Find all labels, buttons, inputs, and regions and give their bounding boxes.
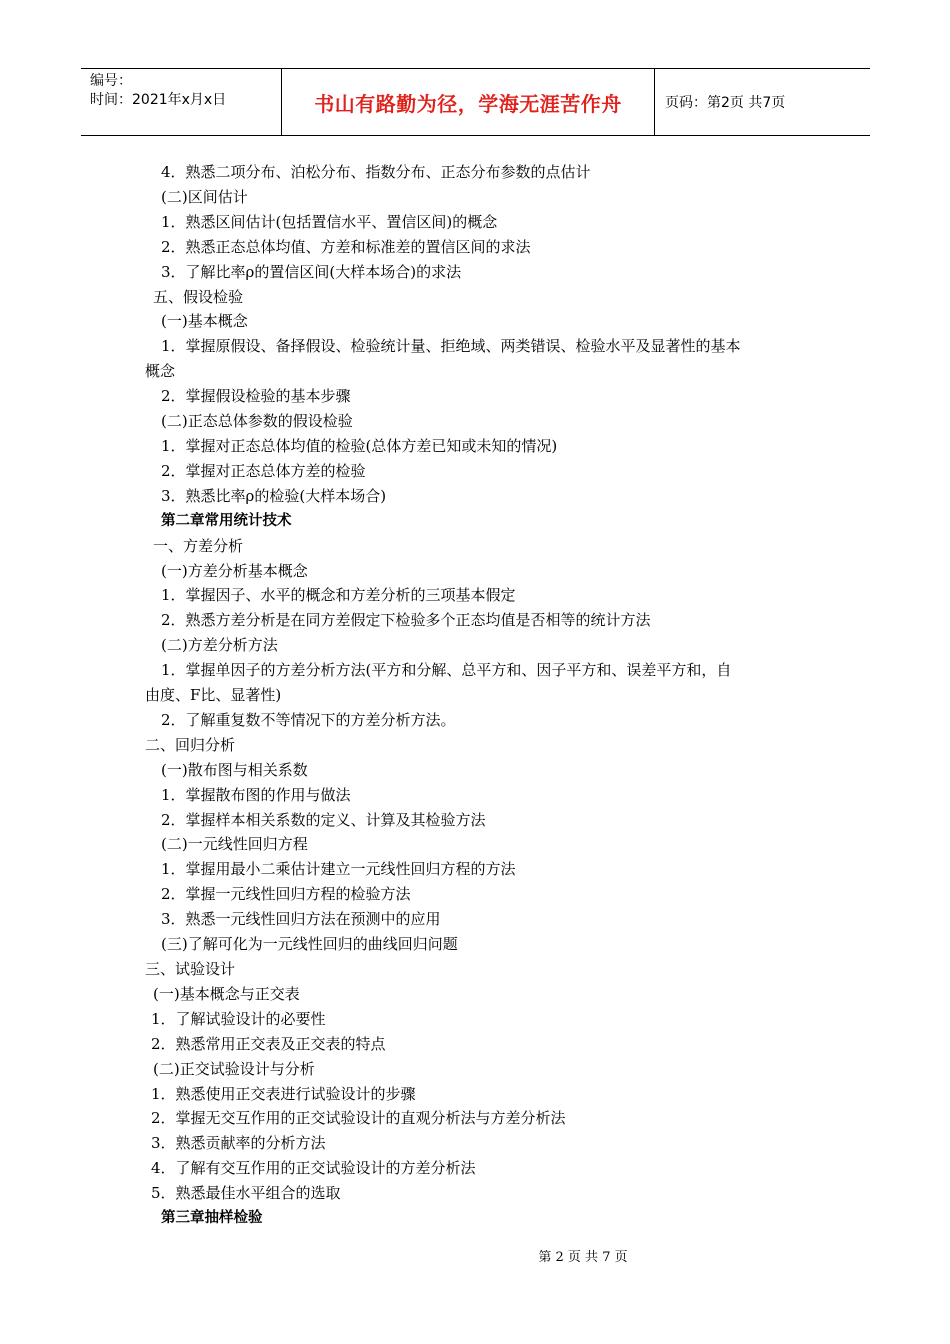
text-line: 2．掌握假设检验的基本步骤	[161, 387, 351, 406]
text-line: 2．掌握一元线性回归方程的检验方法	[161, 885, 411, 904]
text-line: 4．了解有交互作用的正交试验设计的方差分析法	[151, 1159, 476, 1178]
text-line: (二)正交试验设计与分析	[153, 1059, 315, 1078]
text-line: 1．熟悉区间估计(包括置信水平、置信区间)的概念	[161, 212, 498, 231]
text-line: 3．熟悉贡献率的分析方法	[151, 1134, 326, 1153]
text-line: 由度、F比、显著性)	[145, 686, 282, 705]
text-line: 2．熟悉正态总体均值、方差和标准差的置信区间的求法	[161, 237, 531, 256]
text-line: (二)区间估计	[161, 187, 248, 206]
chapter-heading: 第二章常用统计技术	[161, 512, 292, 529]
page-footer: 第 2 页 共 7 页	[538, 1250, 628, 1265]
text-line: 概念	[145, 362, 176, 381]
document-body	[145, 160, 815, 1231]
text-line: 2．掌握样本相关系数的定义、计算及其检验方法	[161, 810, 486, 829]
text-line: 1．掌握原假设、备择假设、检验统计量、拒绝域、两类错误、检验水平及显著性的基本	[161, 337, 741, 356]
text-line: 1．掌握散布图的作用与做法	[161, 785, 351, 804]
text-line: 1．掌握用最小二乘估计建立一元线性回归方程的方法	[161, 860, 516, 879]
text-line: 1．了解试验设计的必要性	[151, 1009, 326, 1028]
text-line: 二、回归分析	[145, 735, 236, 754]
text-line: (二)一元线性回归方程	[161, 835, 308, 854]
text-line: 1．掌握单因子的方差分析方法(平方和分解、总平方和、因子平方和、误差平方和，自	[161, 661, 732, 680]
header-code-label: 编号：	[90, 73, 132, 89]
text-line: 三、试验设计	[145, 960, 236, 978]
header-page-label: 页码：第2页 共7页	[665, 95, 786, 111]
text-line: (三)了解可化为一元线性回归的曲线回归问题	[161, 935, 458, 954]
text-line: 2．熟悉方差分析是在同方差假定下检验多个正态均值是否相等的统计方法	[161, 611, 651, 630]
text-line: (一)基本概念	[161, 312, 248, 331]
text-line: 五、假设检验	[153, 287, 244, 306]
header-meta	[81, 69, 282, 135]
text-line: 5．熟悉最佳水平组合的选取	[151, 1184, 341, 1203]
text-line: 一、方差分析	[153, 536, 244, 555]
header-motto: 书山有路勤为径，学海无涯苦作舟	[282, 69, 655, 135]
text-line: 3．了解比率ρ的置信区间(大样本场合)的求法	[161, 262, 462, 281]
text-line: 1．掌握对正态总体均值的检验(总体方差已知或未知的情况)	[161, 436, 558, 455]
text-line: 1．掌握因子、水平的概念和方差分析的三项基本假定	[161, 586, 516, 605]
header-time-label: 时间：2021年x月x日	[90, 92, 227, 108]
text-line: 3．熟悉比率ρ的检验(大样本场合)	[161, 486, 387, 505]
text-line: 1．熟悉使用正交表进行试验设计的步骤	[151, 1084, 416, 1103]
text-line: (一)散布图与相关系数	[161, 760, 308, 779]
text-line: 3．熟悉一元线性回归方法在预测中的应用	[161, 910, 441, 929]
page-header	[81, 68, 870, 136]
text-line: (二)正态总体参数的假设检验	[161, 412, 353, 431]
text-line: (一)基本概念与正交表	[153, 984, 300, 1003]
text-line: 2．了解重复数不等情况下的方差分析方法。	[161, 710, 456, 729]
chapter-heading: 第三章抽样检验	[161, 1210, 263, 1227]
text-line: 4．熟悉二项分布、泊松分布、指数分布、正态分布参数的点估计	[161, 163, 591, 181]
text-line: 2．熟悉常用正交表及正交表的特点	[151, 1034, 386, 1053]
text-line: 2．掌握对正态总体方差的检验	[161, 461, 366, 480]
text-line: (一)方差分析基本概念	[161, 561, 308, 580]
text-line: 2．掌握无交互作用的正交试验设计的直观分析法与方差分析法	[151, 1109, 566, 1128]
text-line: (二)方差分析方法	[161, 636, 278, 655]
